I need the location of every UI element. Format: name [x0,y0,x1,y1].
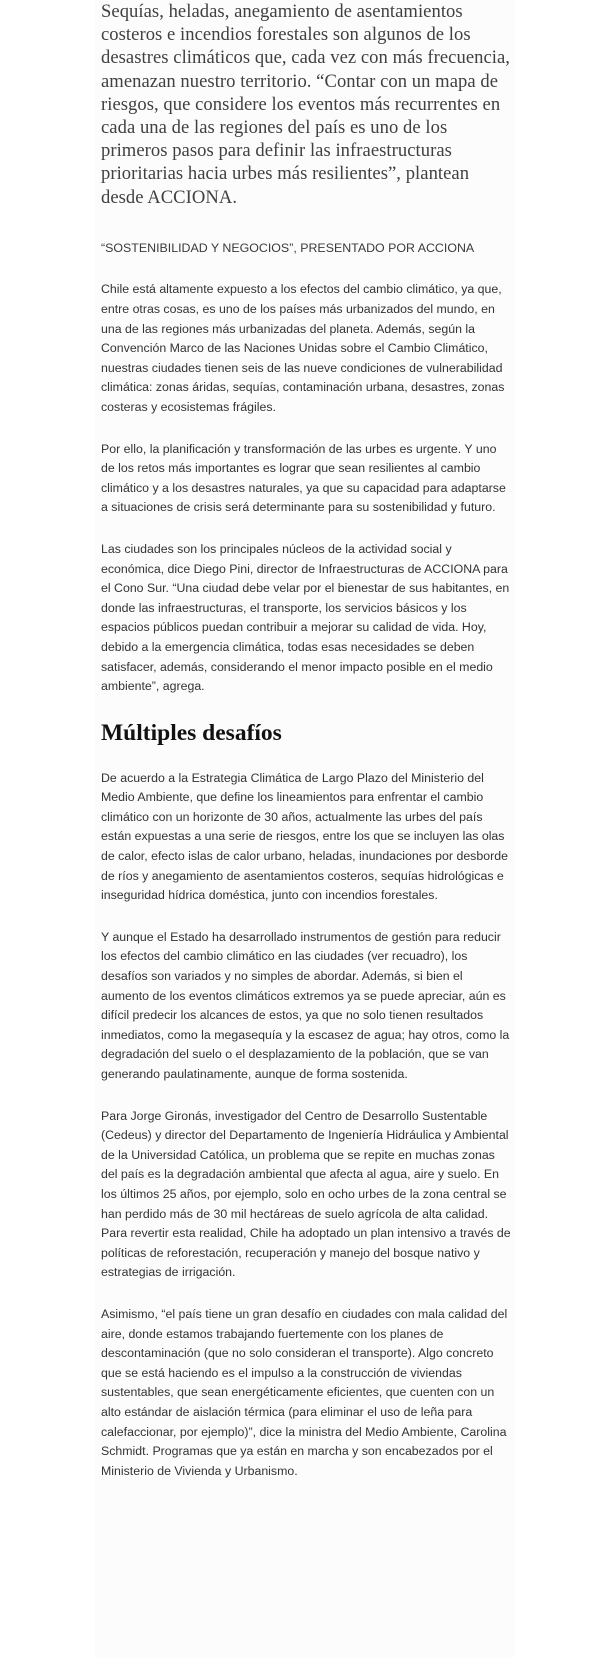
section-heading: Múltiples desafíos [101,719,282,746]
paragraph-urgency: Por ello, la planificación y transformación de las urbes es urgente. Y uno de los retos más importantes es lograr que sean resilientes al cambio climático y a los desastres naturales, ya que su capacidad para adaptarse a situaciones de crisis será determinante para su sostenibilidad y futuro. [101,441,506,515]
paragraph-climate-strategy: De acuerdo a la Estrategia Climática de Largo Plazo del Ministerio del Medio Ambiente, que define los lineamientos para enfrentar el cambio climático con un horizonte de 30 años, actualmente las urbes del país están expuestas a una serie de riesgos, entre los que se incluyen las olas de calor, efecto islas de calor urbano, heladas, inundaciones por desborde de ríos y anegamiento de asentamientos costeros, sequías hidrológicas e inseguridad hídrica doméstica, junto con incendios forestales. [101,770,508,903]
paragraph-minister-quote: Asimismo, “el país tiene un gran desafío en ciudades con mala calidad del aire, donde estamos trabajando fuertemente con los planes de descontaminación (que no solo consideran el transporte). Algo concreto que se está haciendo es el impulso a la construcción de viviendas sustentables, que sean energéticamente eficientes, que cuenten con un alto estándar de aislación térmica (para eliminar el uso de leña para calefaccionar, por ejemplo)”, dice la ministra del Medio Ambiente, Carolina Schmidt. Programas que ya están en marcha y son encabezados por el Ministerio de Vivienda y Urbanismo. [101,1306,508,1478]
article-body [101,0,513,1481]
sponsor-kicker: “SOSTENIBILIDAD Y NEGOCIOS”, PRESENTADO POR ACCIONA [101,240,475,255]
paragraph-jorge-gironas: Para Jorge Gironás, investigador del Centro de Desarrollo Sustentable (Cedeus) y director del Departamento de Ingeniería Hidráulica y Ambiental de la Universidad Católica, un problema que se repite en muchas zonas del país es la degradación ambiental que afecta al agua, aire y suelo. En los últimos 25 años, por ejemplo, solo en ocho urbes de la zona central se han perdido más de 30 mil hectáreas de suelo agrícola de alta calidad. Para revertir esta realidad, Chile ha adoptado un plan intensivo a través de políticas de reforestación, recuperación y manejo del bosque nativo y estrategias de irrigación. [101,1108,511,1280]
paragraph-vulnerability: Chile está altamente expuesto a los efectos del cambio climático, ya que, entre otras cosas, es uno de los países más urbanizados del mundo, en una de las regiones más urbanizadas del planeta. Además, según la Convención Marco de las Naciones Unidas sobre el Cambio Climático, nuestras ciudades tienen seis de las nueve condiciones de vulnerabilidad climática: zonas áridas, sequías, contaminación urbana, desastres, zonas costeras y ecosistemas frágiles. [101,282,505,414]
paragraph-diego-pini-quote: Las ciudades son los principales núcleos de la actividad social y económica, dice Diego Pini, director de Infraestructuras de ACCIONA para el Cono Sur. “Una ciudad debe velar por el bienestar de sus habitantes, en donde las infraestructuras, el transporte, los servicios básicos y los espacios públicos puedan contribuir a mejorar su calidad de vida. Hoy, debido a la emergencia climática, todas esas necesidades se deben satisfacer, además, considerando el menor impacto posible en el medio ambiente”, agrega. [101,541,510,694]
article-lead: Sequías, heladas, anegamiento de asentamientos costeros e incendios forestales son algunos de los desastres climáticos que, cada vez con más frecuencia, amenazan nuestro territorio. “Contar con un mapa de riesgos, que considere los eventos más recurrentes en cada una de las regiones del país es uno de los primeros pasos para definir las infraestructuras prioritarias hacia urbes más resilientes”, plantean desde ACCIONA. [101,1,510,208]
paragraph-state-instruments: Y aunque el Estado ha desarrollado instrumentos de gestión para reducir los efectos del cambio climático en las ciudades (ver recuadro), los desafíos son variados y no simples de abordar. Además, si bien el aumento de los eventos climáticos extremos ya se puede apreciar, aún es difícil predecir los alcances de estos, ya que no solo tienen resultados inmediatos, como la megasequía y la escasez de agua; hay otros, como la degradación del suelo o el desplazamiento de la población, que se van generando paulatinamente, aunque de forma sostenida. [101,929,510,1082]
